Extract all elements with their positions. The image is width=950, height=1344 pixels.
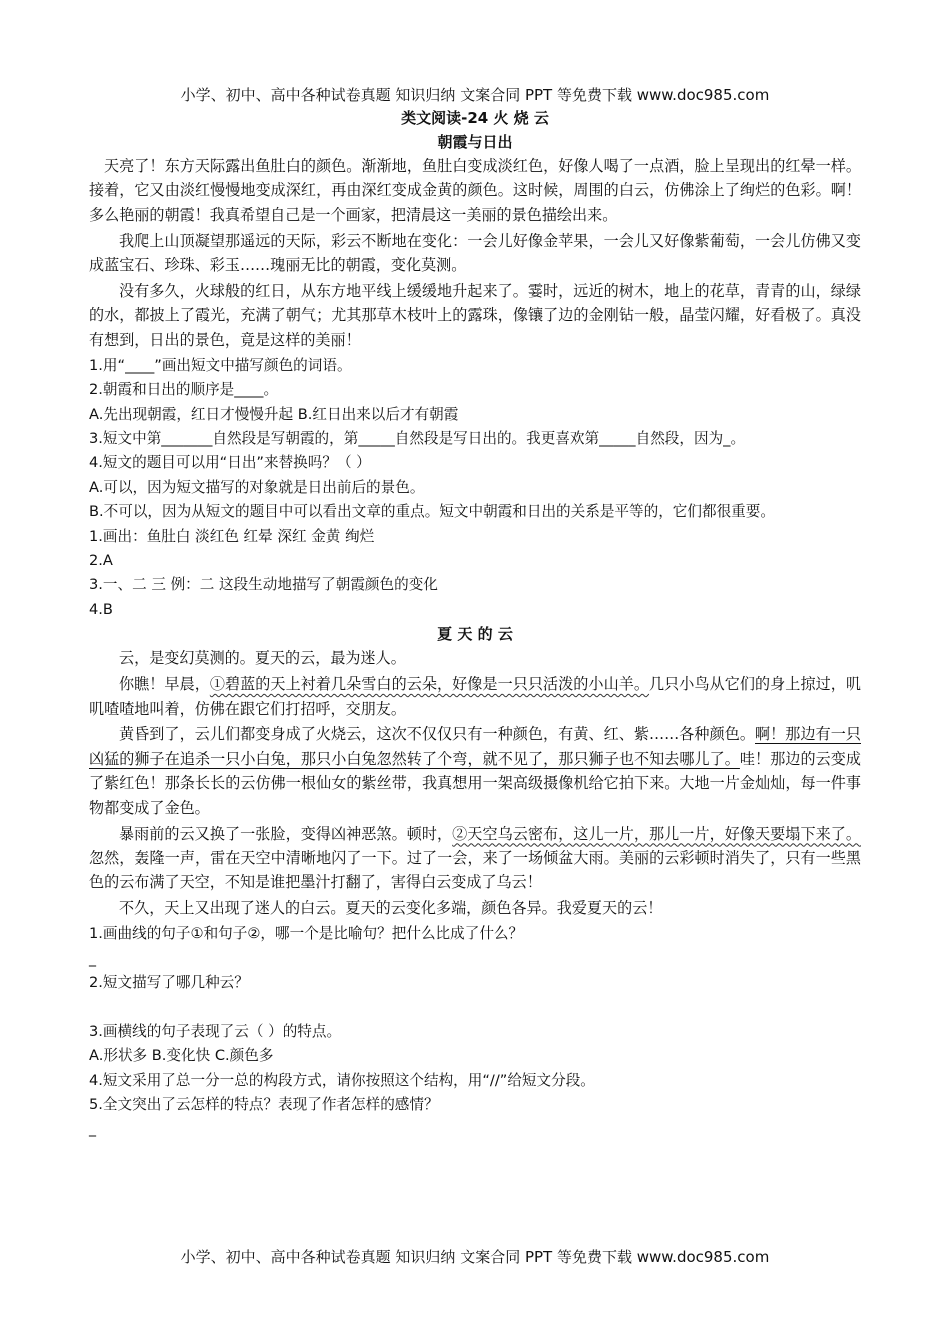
text-segment: 哇！那边的云变成了紫红色！那条长长的云仿佛一根仙女的紫丝带，我真想用一架高级摄像机给它拍下来。大地一片金灿灿，每一件事物都变成了金色。: [89, 749, 861, 817]
passage2-question: 1.画曲线的句子①和句子②，哪一个是比喻句？把什么比成了什么？: [89, 925, 524, 943]
passage2-question: 2.短文描写了哪几种云？: [89, 974, 249, 991]
underlined-sentence: 啊！那边有一只凶猛的狮子在追杀一只小白兔，那只小白兔忽然转了个弯，就不见了，那只狮子也不知去哪儿了。: [89, 725, 861, 768]
text-segment: 黄昏到了，云儿们都变身成了火烧云，这次不仅仅只有一种颜色，有黄、红、紫……各种颜色。: [119, 725, 756, 744]
page-header: 小学、初中、高中各种试卷真题 知识归纳 文案合同 PPT 等免费下载 www.doc985.com: [180, 86, 770, 104]
passage2-question: 5.全文突出了云怎样的特点？表现了作者怎样的感情？: [89, 1096, 439, 1114]
wavy-underlined-sentence-2: ②天空乌云密布，这儿一片，那儿一片，好像天要塌下来了。: [452, 824, 861, 843]
passage2-paragraph: 云，是变幻莫测的。夏天的云，最为迷人。: [119, 649, 406, 668]
answer-line: _: [89, 1121, 96, 1138]
answer-line: _: [89, 950, 96, 967]
answer-space: [89, 995, 861, 1019]
passage2-options: A.形状多 B.变化快 C.颜色多: [89, 1047, 274, 1065]
text-segment: 暴雨前的云又换了一张脸，变得凶神恶煞。顿时，: [119, 824, 453, 843]
passage1-question: 1.用“____”画出短文中描写颜色的词语。: [89, 356, 352, 374]
passage2-question: 3.画横线的句子表现了云（ ）的特点。: [89, 1022, 342, 1040]
passage1-title: 朝霞与日出: [437, 133, 513, 151]
wavy-underlined-sentence-1: ①碧蓝的天上衬着几朵雪白的云朵，好像是一只只活泼的小山羊。: [209, 675, 650, 694]
passage2-paragraph: [89, 822, 861, 895]
passage1-answer: 1.画出：鱼肚白 淡红色 红晕 深红 金黄 绚烂: [89, 527, 375, 545]
page-footer: 小学、初中、高中各种试卷真题 知识归纳 文案合同 PPT 等免费下载 www.doc985.com: [180, 1248, 770, 1266]
document-body: [89, 106, 861, 1142]
passage1-answer: 2.A: [89, 552, 113, 569]
passage2-paragraph: 不久，天上又出现了迷人的白云。夏天的云变化多端，颜色各异。我爱夏天的云！: [119, 899, 663, 918]
passage1-paragraph: 我爬上山顶凝望那遥远的天际，彩云不断地在变化：一会儿好像金苹果，一会儿又好像紫葡萄，一会儿仿佛又变成蓝宝石、珍珠、彩玉……瑰丽无比的朝霞，变化莫测。: [89, 231, 861, 275]
passage1-question: 3.短文中第_______自然段是写朝霞的，第_____自然段是写日出的。我更喜欢第_____自然段，因为_。: [89, 429, 746, 447]
passage1-paragraph: 天亮了！东方天际露出鱼肚白的颜色。渐渐地，鱼肚白变成淡红色，好像人喝了一点酒，脸上呈现出的红晕一样。接着，它又由淡红慢慢地变成深红，再由深红变成金黄的颜色。这时候，周围的白云，仿佛涂上了绚烂的色彩。啊！多么艳丽的朝霞！我真希望自己是一个画家，把清晨这一美丽的景色描绘出来。: [89, 157, 861, 224]
passage1-question: 4.短文的题目可以用“日出”来替换吗？（ ）: [89, 454, 371, 472]
passage1-question: 2.朝霞和日出的顺序是____。: [89, 381, 279, 399]
text-segment: 你瞧！早晨，: [119, 675, 210, 694]
text-segment: 忽然，轰隆一声，雷在天空中清晰地闪了一下。过了一会，来了一场倾盆大雨。美丽的云彩顿时消失了，只有一些黑色的云布满了天空，不知是谁把墨汁打翻了，害得白云变成了乌云！: [89, 848, 861, 892]
passage1-paragraph: 没有多久，火球般的红日，从东方地平线上缓缓地升起来了。霎时，远近的树木，地上的花草，青青的山，绿绿的水，都披上了霞光，充满了朝气；尤其那草木枝叶上的露珠，像镶了边的金刚钻一般，晶莹闪耀，好看极了。真没有想到，日出的景色，竟是这样的美丽！: [89, 282, 861, 349]
document-title: 类文阅读-24 火 烧 云: [401, 109, 549, 127]
passage1-option: A.可以，因为短文描写的对象就是日出前后的景色。: [89, 478, 425, 496]
passage1-option: A.先出现朝霞，红日才慢慢升起 B.红日出来以后才有朝霞: [89, 405, 459, 423]
passage2-question: 4.短文采用了总一分一总的构段方式，请你按照这个结构，用“//”给短文分段。: [89, 1071, 595, 1089]
passage1-answer: 4.B: [89, 600, 113, 618]
passage2-paragraph: [89, 722, 861, 820]
passage1-option: B.不可以，因为从短文的题目中可以看出文章的重点。短文中朝霞和日出的关系是平等的，它们都很重要。: [89, 503, 775, 521]
text-segment: 几只小鸟从它们的身上掠过，叽叽喳喳地叫着，仿佛在跟它们打招呼，交朋友。: [89, 675, 861, 718]
passage2-paragraph: [89, 672, 861, 721]
passage1-answer: 3.一、二 三 例：二 这段生动地描写了朝霞颜色的变化: [89, 576, 438, 594]
passage2-title: 夏 天 的 云: [437, 625, 513, 644]
